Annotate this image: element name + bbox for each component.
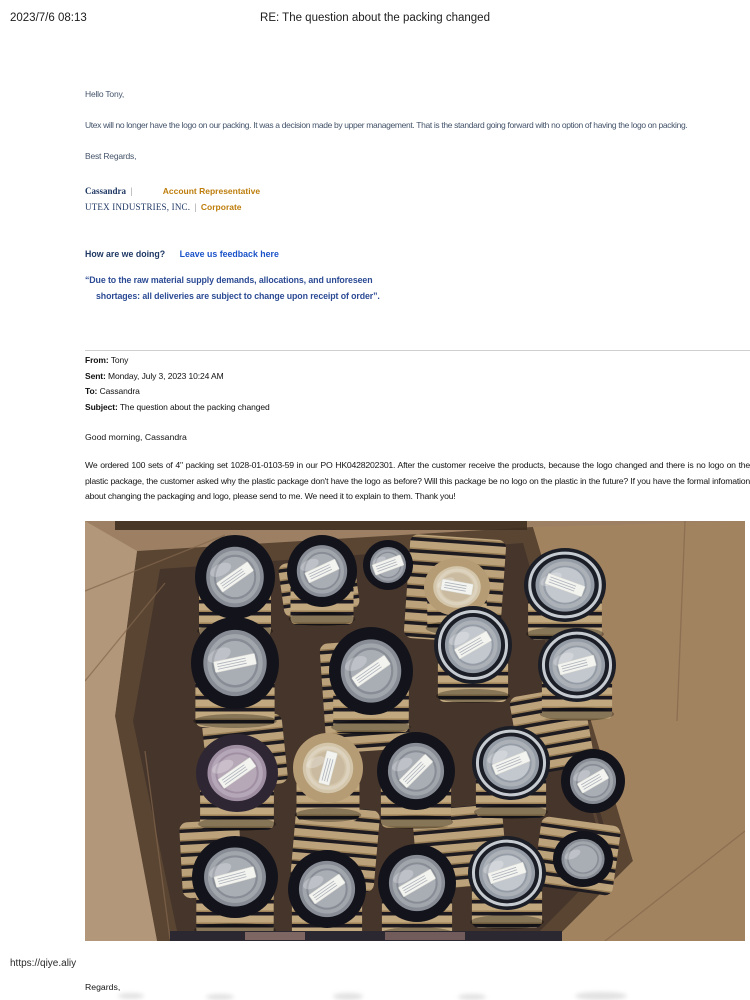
header-sent: Sent: Monday, July 3, 2023 10:24 AM: [85, 370, 224, 381]
original-email-headers: [85, 353, 270, 415]
ghost-mark: [118, 993, 144, 999]
printed-timestamp: 2023/7/6 08:13: [10, 12, 87, 24]
original-body: We ordered 100 sets of 4" packing set 1028-01-0103-59 in our PO HK0428202301. After the customer receive the products, because the logo changed and there is no logo on the plastic package, the customer asked why the plastic package don't have the logo as before? Will this package be no logo on the plastic in the future? If you have the formal infomation about changing the packaging and logo, please send to me. We need it to explain to them. Thank you!: [85, 460, 750, 502]
ghost-mark: [333, 993, 363, 1000]
original-closing: Regards,: [85, 982, 121, 992]
disclaimer-line-1: “Due to the raw material supply demands, allocations, and unforeseen: [85, 275, 373, 285]
signature-company: UTEX INDUSTRIES, INC.: [85, 202, 191, 212]
signature-separator-2: |: [194, 202, 197, 212]
feedback-link[interactable]: Leave us feedback here: [179, 249, 279, 259]
ghost-mark: [206, 994, 234, 1000]
reply-body: Utex will no longer have the logo on our packing. It was a decision made by upper management. That is the standard going forward with no option of having the logo on packing.: [85, 120, 688, 130]
signature-name: Cassandra: [85, 186, 127, 196]
feedback-row: [85, 244, 279, 262]
reply-closing: Best Regards,: [85, 151, 137, 161]
page-title: RE: The question about the packing changed: [260, 12, 490, 24]
ghost-mark: [575, 992, 627, 1000]
header-subject: Subject: The question about the packing changed: [85, 401, 270, 412]
signature-separator: |: [130, 186, 133, 196]
header-to: To: Cassandra: [85, 386, 140, 396]
disclaimer-line-2: shortages: all deliveries are subject to change upon receipt of order”.: [96, 291, 380, 301]
packing-photo: [85, 521, 745, 941]
ghost-mark: [458, 994, 486, 1000]
footer-url: https://qiye.aliy: [10, 958, 77, 969]
header-from: From: Tony: [85, 355, 129, 365]
divider: [85, 350, 750, 351]
signature-line-2: [85, 197, 242, 215]
original-greeting: Good morning, Cassandra: [85, 432, 187, 442]
signature-title: Account Representative: [162, 186, 261, 196]
signature-division: Corporate: [200, 202, 242, 212]
reply-greeting: Hello Tony,: [85, 89, 125, 99]
feedback-prompt: How are we doing?: [85, 249, 166, 259]
